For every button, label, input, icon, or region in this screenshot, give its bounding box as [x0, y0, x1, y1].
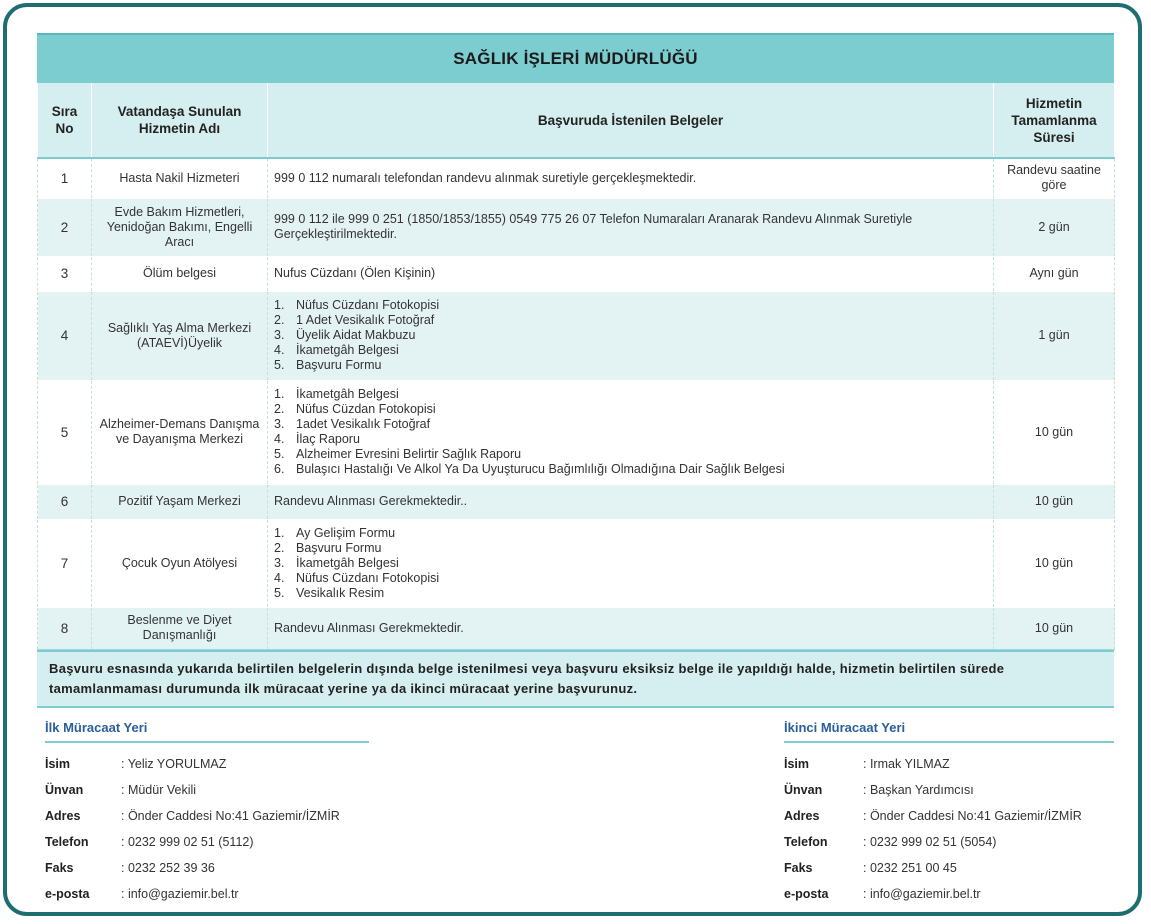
list-item: İlaç Raporu — [296, 432, 360, 446]
field-label: Faks — [45, 861, 74, 875]
required-documents: Randevu Alınması Gerekmektedir.. — [268, 484, 994, 519]
field-label: Ünvan — [45, 783, 84, 797]
services-document — [37, 33, 1114, 708]
second-contact-section — [784, 720, 1114, 907]
field-value: : Müdür Vekili — [121, 783, 197, 797]
first-contact-heading: İlk Müracaat Yeri — [45, 720, 369, 743]
list-item: İkametgâh Belgesi — [296, 387, 399, 401]
application-note: Başvuru esnasında yukarıda belirtilen belgelerin dışında belge istenilmesi veya başvuru eksiksiz belge ile yapıldığı halde, hizmetin belirtilen sürede tamamlanmaması durumunda ilk müracaat yerine ya da ikinci müracaat yerine başvurunuz. — [37, 650, 1114, 708]
documents-list — [274, 526, 987, 601]
row-number: 5 — [38, 380, 92, 484]
table-row — [38, 158, 1115, 198]
field-label: Faks — [784, 861, 813, 875]
row-number: 4 — [38, 291, 92, 380]
field-label: Telefon — [784, 835, 828, 849]
list-item: Başvuru Formu — [296, 540, 382, 555]
required-documents: Randevu Alınması Gerekmektedir. — [268, 607, 994, 649]
list-item: Alzheimer Evresini Belirtir Sağlık Raporu — [296, 447, 522, 461]
contact-row-fax — [784, 855, 1114, 881]
completion-time: 1 gün — [994, 291, 1115, 380]
contact-row-address — [784, 803, 1114, 829]
required-documents — [268, 380, 994, 484]
table-row — [38, 291, 1115, 380]
row-number: 1 — [38, 158, 92, 198]
completion-time: 10 gün — [994, 519, 1115, 607]
completion-time: Randevu saatine göre — [994, 158, 1115, 198]
field-value: : 0232 251 00 45 — [863, 861, 957, 875]
list-item: Üyelik Aidat Makbuzu — [296, 328, 416, 342]
field-label: e-posta — [784, 887, 829, 901]
completion-time: 2 gün — [994, 198, 1115, 256]
second-contact-heading: İkinci Müracaat Yeri — [784, 720, 1114, 743]
service-name: Sağlıklı Yaş Alma Merkezi (ATAEVİ)Üyelik — [92, 291, 268, 380]
field-label: Adres — [45, 809, 81, 823]
table-row — [38, 484, 1115, 519]
field-value: : info@gaziemir.bel.tr — [863, 887, 981, 901]
column-header-duration: Hizmetin Tamamlanma Süresi — [994, 83, 1115, 158]
field-value: : Önder Caddesi No:41 Gaziemir/İZMİR — [863, 809, 1082, 823]
contact-row-fax — [45, 855, 369, 881]
required-documents: 999 0 112 ile 999 0 251 (1850/1853/1855) 0549 775 26 07 Telefon Numaraları Aranarak Randevu Alınmak Suretiyle Gerçekleştirilmektedir. — [268, 198, 994, 256]
contact-row-title — [45, 777, 369, 803]
first-contact-section — [45, 720, 369, 907]
list-item: 1adet Vesikalık Fotoğraf — [296, 417, 431, 431]
list-item: Vesikalık Resim — [296, 585, 385, 600]
list-item: Başvuru Formu — [296, 358, 382, 372]
field-value: : 0232 999 02 51 (5112) — [121, 835, 254, 849]
row-number: 6 — [38, 484, 92, 519]
field-value: : Önder Caddesi No:41 Gaziemir/İZMİR — [121, 809, 340, 823]
field-label: Adres — [784, 809, 820, 823]
column-header-no: Sıra No — [38, 83, 92, 158]
field-value: : Yeliz YORULMAZ — [121, 757, 227, 771]
table-row — [38, 380, 1115, 484]
list-item: İkametgâh Belgesi — [296, 555, 399, 570]
row-number: 7 — [38, 519, 92, 607]
service-name: Beslenme ve Diyet Danışmanlığı — [92, 607, 268, 649]
field-label: Ünvan — [784, 783, 823, 797]
completion-time: 10 gün — [994, 607, 1115, 649]
row-number: 3 — [38, 256, 92, 291]
service-name: Evde Bakım Hizmetleri, Yenidoğan Bakımı, Engelli Aracı — [92, 198, 268, 256]
required-documents — [268, 519, 994, 607]
contact-row-name — [45, 751, 369, 777]
field-label: İsim — [784, 757, 810, 771]
contact-row-phone — [784, 829, 1114, 855]
service-name: Hasta Nakil Hizmeteri — [92, 158, 268, 198]
field-label: İsim — [45, 757, 71, 771]
row-number: 2 — [38, 198, 92, 256]
service-name: Alzheimer-Demans Danışma ve Dayanışma Merkezi — [92, 380, 268, 484]
contact-row-title — [784, 777, 1114, 803]
contact-row-name — [784, 751, 1114, 777]
required-documents: Nufus Cüzdanı (Ölen Kişinin) — [268, 256, 994, 291]
field-value: : Başkan Yardımcısı — [863, 783, 974, 797]
services-table — [37, 83, 1115, 650]
service-name: Pozitif Yaşam Merkezi — [92, 484, 268, 519]
field-value: : Irmak YILMAZ — [863, 757, 950, 771]
field-value: : info@gaziemir.bel.tr — [121, 887, 239, 901]
contact-row-address — [45, 803, 369, 829]
required-documents: 999 0 112 numaralı telefondan randevu alınmak suretiyle gerçekleşmektedir. — [268, 158, 994, 198]
service-name: Çocuk Oyun Atölyesi — [92, 519, 268, 607]
column-header-documents: Başvuruda İstenilen Belgeler — [268, 83, 994, 158]
page-title: SAĞLIK İŞLERİ MÜDÜRLÜĞÜ — [37, 33, 1114, 83]
row-number: 8 — [38, 607, 92, 649]
completion-time: Aynı gün — [994, 256, 1115, 291]
list-item: Ay Gelişim Formu — [296, 525, 396, 540]
table-row — [38, 256, 1115, 291]
completion-time: 10 gün — [994, 484, 1115, 519]
table-header-row — [38, 83, 1115, 158]
field-label: e-posta — [45, 887, 90, 901]
field-value: : 0232 999 02 51 (5054) — [863, 835, 997, 849]
list-item: 1 Adet Vesikalık Fotoğraf — [296, 313, 435, 327]
documents-list — [274, 387, 987, 477]
list-item: Nüfus Cüzdanı Fotokopisi — [296, 570, 440, 585]
contact-row-phone — [45, 829, 369, 855]
completion-time: 10 gün — [994, 380, 1115, 484]
service-name: Ölüm belgesi — [92, 256, 268, 291]
table-row — [38, 607, 1115, 649]
list-item: Nüfus Cüzdanı Fotokopisi — [296, 298, 440, 312]
list-item: Nüfus Cüzdan Fotokopisi — [296, 402, 436, 416]
list-item: Bulaşıcı Hastalığı Ve Alkol Ya Da Uyuşturucu Bağımlılığı Olmadığına Dair Sağlık Belgesi — [296, 462, 785, 476]
table-row — [38, 519, 1115, 607]
table-row — [38, 198, 1115, 256]
field-label: Telefon — [45, 835, 89, 849]
documents-list — [274, 298, 987, 373]
contact-row-email — [45, 881, 369, 907]
field-value: : 0232 252 39 36 — [121, 861, 215, 875]
column-header-service: Vatandaşa Sunulan Hizmetin Adı — [92, 83, 268, 158]
contact-row-email — [784, 881, 1114, 907]
required-documents — [268, 291, 994, 380]
list-item: İkametgâh Belgesi — [296, 343, 399, 357]
